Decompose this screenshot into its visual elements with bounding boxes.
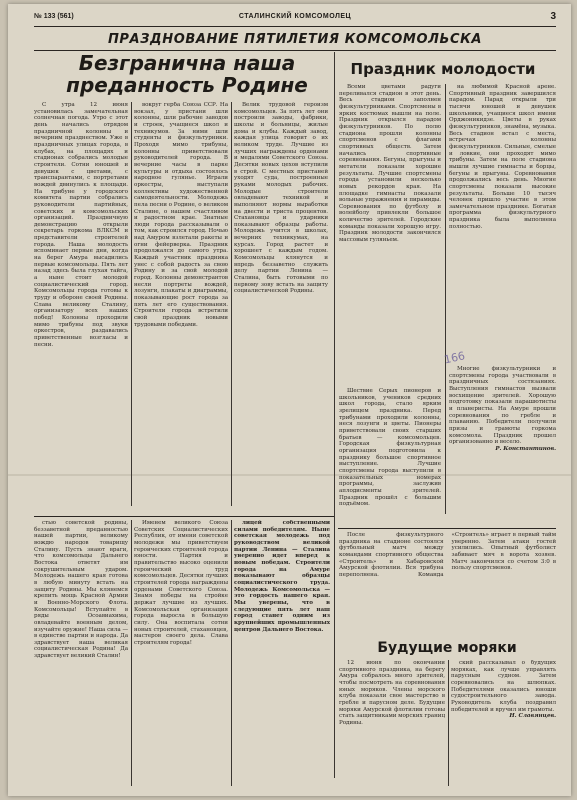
newspaper-name: СТАЛИНСКИЙ КОМСОМОЛЕЦ bbox=[238, 13, 352, 20]
bottom-headline: Будущие моряки bbox=[377, 640, 517, 656]
issue-number: № 133 (561) bbox=[34, 13, 74, 20]
article-column-2 bbox=[134, 102, 228, 506]
article-text: Велик трудовой героизм комсомольцев. За пять лет они построили заводы, фабрики, школы и больницы, жилые дома и клубы. Каждый завод, каждая улица говорит о их великом труде. Лучшие из лучших награждены орденами и медалями Советского Союза. Десятки новых цехов вступили в строй. С местных пристаней уходят суда, построенные руками молодых рабочих. Молодые строители овладевают техникой и выполняют нормы выработки на двести и триста процентов. Стахановцы и ударники показывают образцы работы. Молодежь учится в школах, вечерних техникумах, на курсах. Город растет и хорошеет с каждым годом. Комсомольцы клянутся и впредь беззаветно служить делу партии Ленина — Сталина, быть готовыми по первому зову встать на защиту социалистической Родины. bbox=[234, 102, 328, 295]
page-number: 3 bbox=[550, 11, 556, 22]
article-column-1 bbox=[34, 102, 128, 506]
article-column-13 bbox=[451, 660, 556, 786]
masthead bbox=[34, 10, 556, 24]
article-column-12 bbox=[339, 660, 445, 786]
article-text: 12 июня по окончании спортивного праздника, на берегу Амура собралось много зрителей, чтобы посмотреть на соревнования юных моряков. Члены морского клуба показали свое мастерство в гребле и парусном деле. Будущие моряки Амурской флотилии готовы стать защитниками морских границ Родины. bbox=[339, 660, 445, 726]
paper-fold bbox=[8, 474, 571, 476]
section-rule-right bbox=[338, 528, 556, 529]
article-text: Многие физкультурники и спортсмены города участвовали в праздничных состязаниях. Выступления гимнастов вызвали восхищение зрителей. Хорошую подготовку показали парашютисты и планеристы. На Амуре прошли соревнования по гребле и плаванию. Победители получили призы и грамоты горкома комсомола. Праздник прошел организованно и весело. bbox=[449, 366, 556, 446]
article-column-3 bbox=[234, 102, 328, 506]
column-divider bbox=[231, 102, 232, 506]
newspaper-page bbox=[8, 4, 571, 796]
article-text: на любимой Красной арене. Спортивный праздник завершился парадом. Парад открыли три тысячи юношей и девушек школьники, учащиеся школ имени Орджоникидзе. Цветы в руках физкультурников, знамёна, музыка. Весь стадион встал с места, встречая колонны физкультурников. Сильные, смелые и ловкие, они проходят мимо трибуны. Затем на поле стадиона вышли лучшие гимнасты и борцы, бегуны и прыгуны. Соревнования продолжались весь день. Многие спортсмены показали высокие результаты. Больше 10 тысяч человек пришло участие в этом замечательном празднике. Богатая программа физкультурного праздника была выполнена полностью. bbox=[449, 84, 556, 230]
article-column-6 bbox=[339, 388, 441, 514]
article-text: Шествие Серых пионеров и школьников, учеников средних школ города, стало ярким зрелищем праздника. Перед трибунами проходили колонны, неся лозунги и цветы. Пионеры приветствовали своих старших братьев — комсомольцев. Городская физкультурная организация подготовила к празднику большое спортивное выступление. Лучшие спортсмены города выступили в показательных номерах программы, заслужив аплодисменты зрителей. Праздник прошёл с большим подъёмом. bbox=[339, 388, 441, 508]
article-text: стью советской родины, беззаветной преданностью нашей партии, великому вождю народов товарищу Сталину. Пусть знают враги, что комсомольцы Дальнего Востока ответят им сокрушительным ударом. Молодежь нашего края готова в любую минуту встать на защиту Родины. Мы клянемся крепить мощь Красной Армии и Военно-Морского Флота. Комсомольцы! Вступайте в ряды Осоавиахима, овладевайте военным делом, изучайте оружие! Наша сила — в единстве партии и народа. Да здравствует наша великая социалистическая Родина! Да здравствует великий Сталин! bbox=[34, 520, 128, 660]
article-text: лицей собственными силами победителям. Ныне советская молодежь под руководством великой партии Ленина — Сталина уверенно идет вперед к новым победам. Строители города на Амуре показывают образцы социалистического труда. Молодежь Комсомольска — это гордость нашего края. Мы уверены, что в следующие пять лет наш город станет одним из крупнейших промышленных центров Дальнего Востока. bbox=[234, 520, 330, 633]
article-text: ский рассказывал о будущих моряках, как лучше управлять парусным судном. Затем соревновались на шлюпках. Победителями оказались юноши судостроительного завода. Руководитель клуба поздравил победителей и вручил им грамоты. bbox=[451, 660, 556, 713]
right-author-signature: Р. Константинов. bbox=[495, 445, 556, 452]
article-text: Именем великого Союза Советских Социалистических Республик, от имени советской молодежи мы приветствуем героических строителей города юности. Партия и правительство высоко оценили героический труд комсомольцев. Десятки лучших строителей города награждены орденами Советского Союза. Знамя победы на стройке держат лучшие из лучших. Комсомольская организация города выросла в большую силу. Она воспитала сотни новых строителей, стахановцев, мастеров своего дела. Слава строителям города! bbox=[134, 520, 228, 646]
article-column-10 bbox=[449, 366, 556, 524]
article-column-8 bbox=[134, 520, 228, 786]
column-divider bbox=[334, 52, 335, 778]
column-divider bbox=[131, 102, 132, 506]
article-column-11 bbox=[339, 532, 556, 628]
column-divider bbox=[445, 84, 446, 514]
column-divider bbox=[448, 660, 449, 786]
column-divider bbox=[231, 520, 232, 786]
library-stamp: 166 bbox=[442, 349, 467, 367]
article-column-5 bbox=[449, 84, 556, 348]
section-rule-left bbox=[34, 516, 334, 517]
article-text: После физкультурного праздника на стадионе состоялся футбольный матч между командами спортивного общества «Строитель» и Хабаровской Амурской флотилии. Вся трибуна переполнена. Команда «Строитель» играет в первый тайм уверенно. Затем атаки гостей усилились. Опытный футболист забивает мяч в ворота хозяев. Матч закончился со счетом 3:0 в пользу спортсменов. bbox=[339, 532, 556, 578]
article-text: вокруг герба Союза ССР. На вокзал, у пристани шли колонны, шли рабочие заводов и строек, учащиеся школ и техникумов. За ними шли студенты и физкультурники. Проходя мимо трибуны, колонны приветствовали руководителей города. В вечерние часы в парке культуры и отдыха состоялось народное гулянье. Играли оркестры, выступали коллективы художественной самодеятельности. Молодежь пела песни о Родине, о великом Сталине, о нашем счастливом и радостном крае. Знатные люди города рассказывали о том, как строился город. Ночью над Амуром взлетали ракеты и огни фейерверка. Праздник продолжался до самого утра. Каждый участник праздника унес с собой радость за свою Родину и за свой молодой город. Колонны демонстрантов несли портреты вождей, лозунги, плакаты и диаграммы, показывающие рост города за пять лет его существования. Строители города встретили свой праздник новыми трудовыми победами. bbox=[134, 102, 228, 328]
column-divider bbox=[131, 520, 132, 786]
article-column-7 bbox=[34, 520, 128, 786]
article-column-9 bbox=[234, 520, 330, 786]
article-text: С утра 12 июня установилась замечательная солнечная погода. Утро с этот день начались отрядом праздничной колонны и вечерним празднеством. Уже в праздничных улицах города, в клубах, на площадях и стадионах собрались молодые строители. Сотни юношей и девушек с цветами, с транспарантами, с портретами вождей двинулись к площади. На трибуне у городского комитета партии собрались руководители партийных, советских и комсомольских организаций. Праздничную демонстрацию открыли секретарь горкома ВЛКСМ и представители строителей города. Наша молодость вспоминает первые дни, когда на берег Амура высадились первые комсомольцы. Пять лет назад здесь была глухая тайга, а ныне стоит молодой социалистический город. Комсомольцы города готовы к труду и обороне своей Родины. Слава великому Сталину, организатору всех наших побед! Колонны проходили мимо трибуны под звуки оркестров, раздавались приветственные возгласы и песни. bbox=[34, 102, 128, 348]
section-banner: ПРАЗДНОВАНИЕ ПЯТИЛЕТИЯ КОМСОМОЛЬСКА bbox=[107, 32, 483, 47]
article-text: Всеми цветами радуги переливался стадион в этот день. Весь стадион заполнен физкультурниками. Спортсмены в ярких костюмах вышли на поле. Праздник открылся парадом физкультурников. По полю стадиона прошли колонны спортсменов с флагами спортивных обществ. Затем начались спортивные соревнования. Бегуны, прыгуны и метатели показали хорошие результаты. Лучшие спортсмены города установили несколько новых рекордов края. На площадке гимнасты показали вольные упражнения и пирамиды. Соревнования по футболу и волейболу привлекли большое количество зрителей. Городские команды показали хорошую игру. Праздник молодости закончился массовым гуляньем. bbox=[339, 84, 441, 244]
masthead-rule bbox=[34, 26, 556, 27]
bottom-author-signature: Н. Славянцев. bbox=[509, 713, 556, 720]
right-headline: Праздник молодости bbox=[350, 60, 536, 78]
article-column-4 bbox=[339, 84, 441, 384]
main-headline: Безгранична наша преданность Родине bbox=[66, 51, 308, 97]
